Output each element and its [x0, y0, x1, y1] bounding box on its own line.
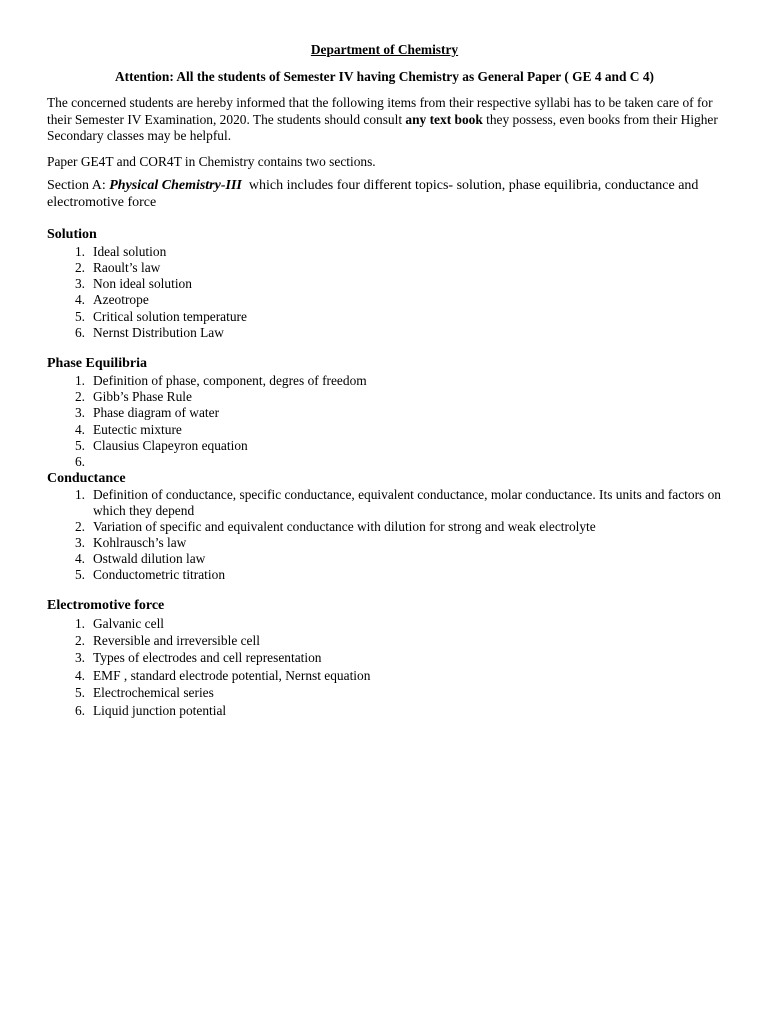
electromotive-force-list [47, 615, 722, 719]
topic-heading-conductance: Conductance [47, 470, 126, 486]
paper-line: Paper GE4T and COR4T in Chemistry contains two sections. [47, 153, 376, 169]
list-item: 1. Galvanic cell [74, 615, 165, 631]
list-item: 2. Variation of specific and equivalent conductance with dilution for strong and weak electrolyte [74, 519, 596, 535]
section-a-paragraph [47, 178, 722, 211]
section-a-suffix: which includes four different topics- solution, phase equilibria, conductance and electromotive force [47, 178, 702, 210]
spacer [47, 341, 722, 356]
list-item: 4. Eutectic mixture [74, 421, 182, 437]
list-item: 3. Non ideal solution [74, 276, 192, 292]
list-item: 4. EMF , standard electrode potential, Nernst equation [74, 667, 371, 683]
list-item: 3. Phase diagram of water [74, 405, 220, 421]
spacer [47, 583, 722, 598]
intro-text-before: The concerned students are hereby informed that the following items from their respective syllabi has to be taken care of for their Semester IV Examination, 2020. The students should consult [47, 95, 713, 127]
list-item: 1. Definition of conductance, specific conductance, equivalent conductance, molar conductance. Its units and factors on which they depend [74, 487, 721, 519]
list-item: 4. Azeotrope [74, 292, 149, 308]
conductance-list [47, 487, 722, 583]
list-item: 5. Conductometric titration [74, 567, 226, 583]
list-item: 1. Ideal solution [74, 243, 167, 259]
list-item: 3. Kohlrausch’s law [74, 535, 187, 551]
section-a-title: Physical Chemistry-III [109, 178, 242, 193]
topic-heading-solution: Solution [47, 227, 97, 242]
solution-list [47, 244, 722, 342]
topic-heading-phase-equilibria: Phase Equilibria [47, 356, 147, 372]
intro-text-after: they possess, even books from their Higher Secondary classes may be helpful. [47, 111, 718, 143]
list-item: 5. Clausius Clapeyron equation [74, 437, 248, 453]
list-item: 6. Nernst Distribution Law [74, 324, 224, 340]
list-item: 6. [74, 454, 85, 470]
intro-paragraph [47, 95, 722, 145]
topic-heading-electromotive-force: Electromotive force [47, 598, 165, 614]
list-item: 5. Electrochemical series [74, 685, 214, 701]
list-item: 1. Definition of phase, component, degres of freedom [74, 372, 367, 388]
list-item: 4. Ostwald dilution law [74, 551, 206, 567]
attention-heading: Attention: All the students of Semester IV having Chemistry as General Paper ( GE 4 and C 4) [115, 68, 654, 84]
department-title: Department of Chemistry [310, 42, 459, 57]
list-item: 3. Types of electrodes and cell representation [74, 650, 322, 666]
list-item: 5. Critical solution temperature [74, 308, 247, 324]
list-item: 2. Reversible and irreversible cell [74, 632, 260, 648]
list-item: 2. Gibb’s Phase Rule [74, 389, 192, 405]
list-item: 6. Liquid junction potential [74, 702, 227, 718]
section-a-prefix: Section A: [47, 178, 110, 193]
intro-bold-text: any text book [405, 111, 483, 127]
phase-equilibria-list [47, 373, 722, 471]
list-item: 2. Raoult’s law [74, 259, 161, 275]
